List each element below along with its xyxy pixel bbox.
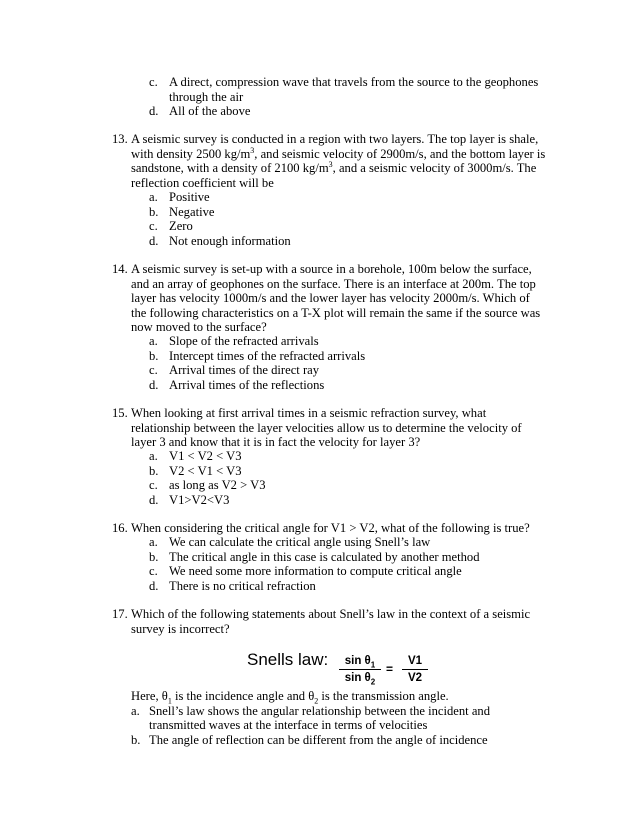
q15-option-a: a. V1 < V2 < V3 — [149, 449, 242, 463]
question-number: 16. — [112, 521, 128, 535]
question-15 — [112, 406, 538, 450]
q12-option-c — [149, 75, 549, 104]
q13-option-b: b. Negative — [149, 204, 215, 219]
question-number: 13. — [112, 132, 128, 146]
q15-option-c: c. as long as V2 > V3 — [149, 478, 266, 492]
q16-option-d: d. There is no critical refraction — [149, 578, 316, 593]
question-number: 17. — [112, 607, 128, 621]
formula-right-fraction — [402, 655, 428, 685]
question-text: Which of the following statements about Snell’s law in the context of a seismic survey is incorrect? — [131, 607, 531, 636]
option-letter: c. — [149, 75, 158, 89]
question-17 — [112, 607, 540, 636]
q16-option-a: a. We can calculate the critical angle using Snell’s law — [149, 535, 431, 549]
snells-law-formula — [0, 646, 638, 690]
q15-option-d: d. V1>V2<V3 — [149, 492, 230, 507]
q16-option-b: b. The critical angle in this case is calculated by another method — [149, 549, 480, 564]
q17-option-a: a. Snell’s law shows the angular relationship between the incident and transmitted waves at the interface in terms of velocities — [131, 703, 490, 732]
q16-option-c: c. We need some more information to compute critical angle — [149, 564, 462, 578]
formula-explanation: Here, $\theta_1$ is the incidence angle and $\theta_2$ is the transmission angle. — [131, 689, 449, 706]
formula-equals: = — [386, 662, 394, 676]
question-text: When considering the critical angle for V1 > V2, what of the following is true? — [131, 521, 530, 535]
option-text: A direct, compression wave that travels from the source to the geophones through the air — [169, 75, 539, 104]
question-text: A seismic survey is set-up with a source in a borehole, 100m below the surface, and an array of geophones on the surface. There is an interface at 200m. The top layer has velocity 1000m/s and the lower layer has velocity 2000m/s. Which of the following characteristics on a T-X plot will remain the same if the source was now moved to the surface? — [131, 262, 541, 334]
formula-title: Snells law: — [247, 650, 329, 669]
q13-option-d: d. Not enough information — [149, 233, 291, 248]
q14-option-b: b. Intercept times of the refracted arrivals — [149, 348, 366, 363]
question-14 — [112, 262, 544, 335]
formula-denominator: $\sin \theta_2$ — [344, 672, 376, 687]
q14-option-d: d. Arrival times of the reflections — [149, 377, 325, 392]
q17-option-b: b. The angle of reflection can be different from the angle of incidence — [131, 732, 488, 747]
q15-option-b: b. V2 < V1 < V3 — [149, 463, 242, 478]
question-number: 15. — [112, 406, 128, 420]
option-letter: d. — [149, 104, 159, 118]
q12-option-d — [149, 104, 250, 119]
option-text: All of the above — [169, 104, 251, 118]
question-number: 14. — [112, 262, 128, 276]
q14-option-a: a. Slope of the refracted arrivals — [149, 334, 319, 348]
formula-denominator: V2 — [407, 672, 423, 684]
q13-option-a: a. Positive — [149, 190, 210, 204]
question-16 — [112, 521, 552, 536]
formula-numerator: V1 — [402, 655, 428, 670]
question-text: When looking at first arrival times in a seismic refraction survey, what relationship between the layer velocities allow us to determine the velocity of layer 3 and know that it is in fact the velocity for layer 3? — [131, 406, 522, 449]
q14-option-c: c. Arrival times of the direct ray — [149, 363, 320, 377]
formula-numerator: $\sin \theta_1$ — [339, 655, 381, 670]
formula-left-fraction — [339, 655, 381, 685]
question-text: A seismic survey is conducted in a region with two layers. The top layer is shale, with density 2500 $kg/m^3$, and seismic velocity of 2900m/s, and the bottom layer is sandstone, with a density of 2100 $kg/m^3$, and a seismic velocity of 3000m/s. The reflection coefficient will be — [131, 132, 546, 190]
question-13 — [112, 132, 548, 190]
q13-option-c: c. Zero — [149, 219, 193, 233]
